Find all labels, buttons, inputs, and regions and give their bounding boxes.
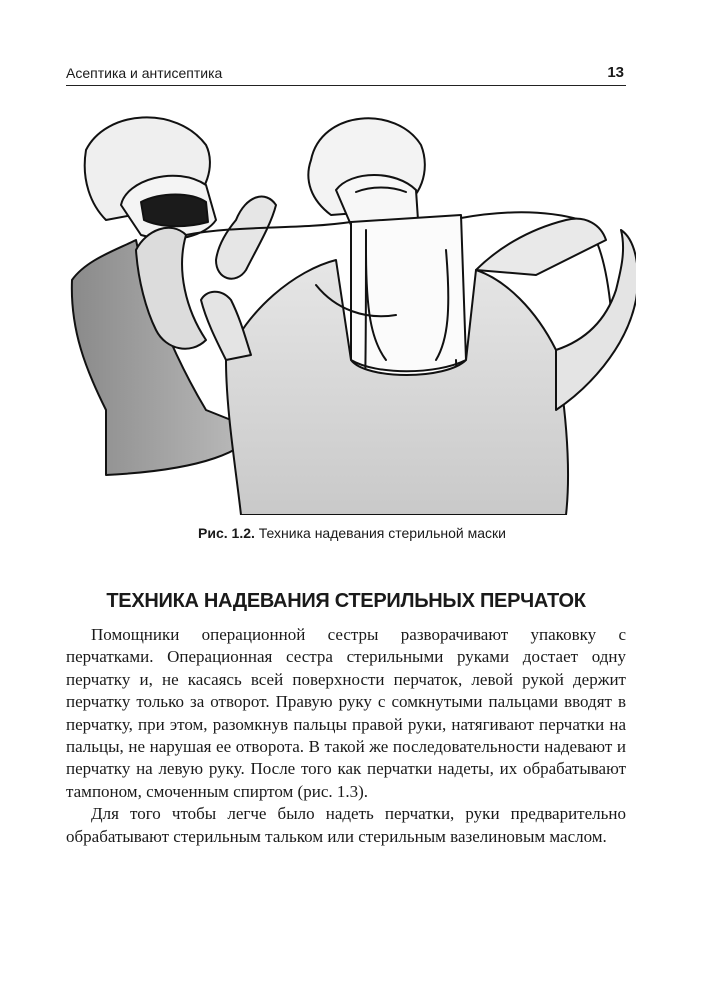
illustration-sterile-mask [66,110,636,515]
page-number: 13 [607,64,624,81]
paragraph: Для того чтобы легче было надеть перчатки, руки предварительно обрабатывают стерильным тальком или стерильным вазелиновым маслом. [66,804,626,846]
section-body [66,624,626,848]
figure-caption [0,525,704,541]
paragraph: Помощники операционной сестры разворачивают упаковку с перчатками. Операционная сестра стерильными руками достает одну перчатку и, не касаясь всей поверхности перчаток, левой рукой держит перчатку только за отворот. Правую руку с сомкнутыми пальцами вводят в перчатку, при этом, разомкнув пальцы правой руки, натягивают перчатки на пальцы, не нарушая ее отворота. В такой же последовательности надевают и перчатку на левую руку. После того как перчатки надеты, их обрабатывают тампоном, смоченным спиртом (рис. 1.3). [66,625,626,801]
figure-caption-text: Техника надевания стерильной маски [254,525,506,541]
section-heading: ТЕХНИКА НАДЕВАНИЯ СТЕРИЛЬНЫХ ПЕРЧАТОК [106,590,586,612]
mask-technique-drawing [66,110,636,515]
running-header [66,63,626,86]
figure-caption-label: Рис. 1.2. [198,525,255,541]
header-title: Асептика и антисептика [66,65,223,81]
